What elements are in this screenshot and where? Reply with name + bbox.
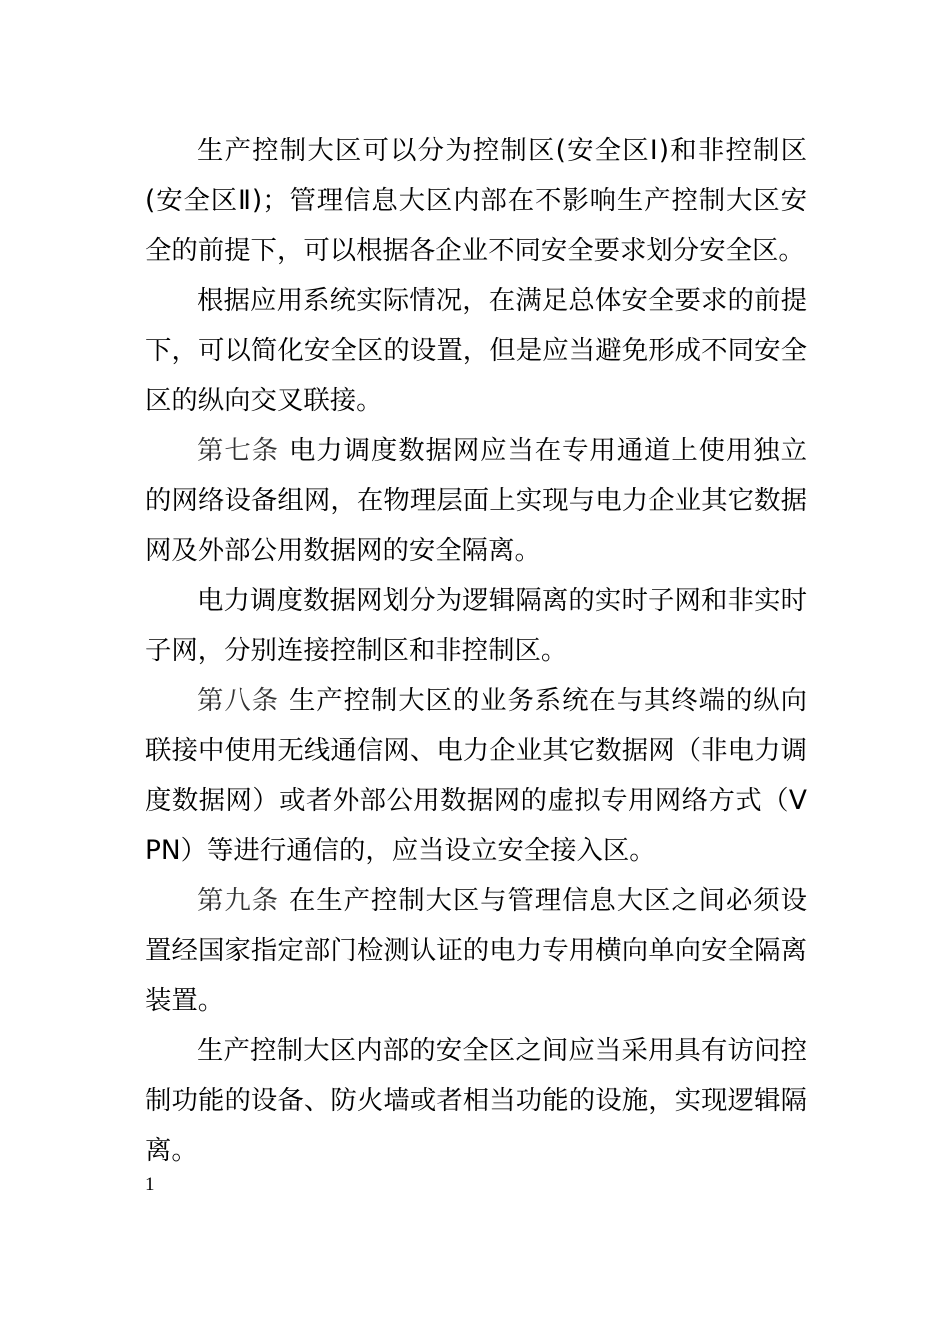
- paragraph-text: 在生产控制大区与管理信息大区之间必须设置经国家指定部门检测认证的电力专用横向单向安全隔离装置。: [145, 885, 808, 1016]
- paragraph-text: 生产控制大区的业务系统在与其终端的纵向联接中使用无线通信网、电力企业其它数据网（非电力调度数据网）或者外部公用数据网的虚拟专用网络方式（VPN）等进行通信的，应当设立安全接入区。: [145, 685, 808, 866]
- paragraph-text: 根据应用系统实际情况，在满足总体安全要求的前提下，可以简化安全区的设置，但是应当避免形成不同安全区的纵向交叉联接。: [145, 285, 807, 416]
- article-8: [145, 676, 807, 876]
- paragraph-text: 电力调度数据网划分为逻辑隔离的实时子网和非实时子网，分别连接控制区和非控制区。: [145, 585, 807, 666]
- paragraph-text: 电力调度数据网应当在专用通道上使用独立的网络设备组网，在物理层面上实现与电力企业其它数据网及外部公用数据网的安全隔离。: [145, 435, 808, 566]
- body-text: [145, 126, 807, 1176]
- article-7: [145, 426, 807, 576]
- article-label: 第九条: [197, 885, 279, 916]
- paragraph-2: [145, 276, 807, 426]
- paragraph-text: 生产控制大区可以分为控制区(安全区Ⅰ)和非控制区(安全区Ⅱ)；管理信息大区内部在不影响生产控制大区安全的前提下，可以根据各企业不同安全要求划分安全区。: [145, 135, 807, 266]
- article-label: 第八条: [197, 685, 279, 716]
- article-9: [145, 876, 807, 1026]
- paragraph-7: [145, 1026, 807, 1176]
- paragraph-text: 生产控制大区内部的安全区之间应当采用具有访问控制功能的设备、防火墙或者相当功能的设施，实现逻辑隔离。: [145, 1035, 807, 1166]
- paragraph-1: [145, 126, 807, 276]
- page-number: 1: [145, 1174, 155, 1195]
- article-label: 第七条: [197, 435, 279, 466]
- paragraph-4: [145, 576, 807, 676]
